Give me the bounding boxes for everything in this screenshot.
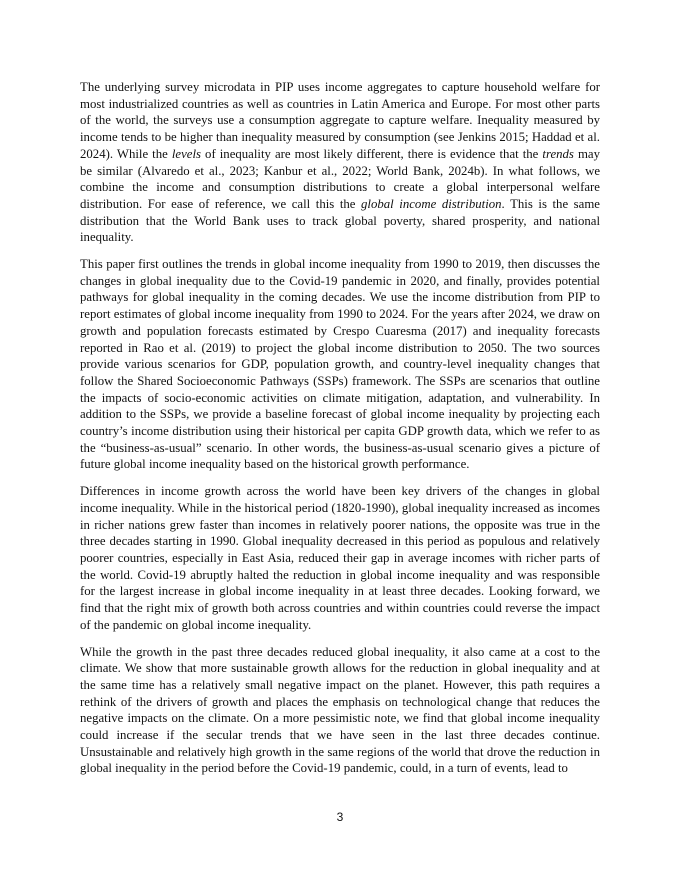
paragraph-2 <box>80 256 600 473</box>
paragraph-4 <box>80 644 600 778</box>
page-number: 3 <box>336 810 344 824</box>
p4-text: While the growth in the past three decades reduced global inequality, it also came at a cost to the climate. We show that more sustainable growth allows for the reduction in global inequality and at the same time has a relatively small negative impact on the planet. However, this path requires a rethink of the drivers of growth and places the emphasis on technological change that reduces the negative impacts on the climate. On a more pessimistic note, we find that global income inequality could increase if the secular trends that we have seen in the last three decades continue. Unsustainable and relatively high growth in the same regions of the world that drove the reduction in global inequality in the period before the Covid-19 pandemic, could, in a turn of events, lead to <box>80 644 600 776</box>
p1-text-4: . This is the same distribution that the World Bank uses to track global poverty, shared prosperity, and national inequality. <box>80 196 600 245</box>
body-text <box>80 79 600 787</box>
p1-italic-global-income-distribution: global income distribution <box>361 196 502 211</box>
p1-italic-levels: levels <box>171 146 201 161</box>
paragraph-3 <box>80 483 600 633</box>
paragraph-1 <box>80 79 600 246</box>
p1-text-3: may be similar (Alvaredo et al., 2023; Kanbur et al., 2022; World Bank, 2024b). In what follows, we combine the income and consumption distributions to create a global interpersonal welfare distribution. For ease of reference, we call this the <box>80 146 600 211</box>
p3-text: Differences in income growth across the world have been key drivers of the changes in global income inequality. While in the historical period (1820-1990), global inequality increased as incomes in richer nations grew faster than incomes in relatively poorer nations, the opposite was true in the three decades starting in 1990. Global inequality decreased in this period as populous and relatively poorer countries, especially in East Asia, reduced their gap in average incomes with richer parts of the world. Covid-19 abruptly halted the reduction in global income inequality and was responsible for the largest increase in global income inequality in at least three decades. Looking forward, we find that the right mix of growth both across countries and within countries could reverse the impact of the pandemic on global income inequality. <box>80 484 600 632</box>
p1-text-2: of inequality are most likely different, there is evidence that the <box>201 146 543 161</box>
p2-text: This paper first outlines the trends in global income inequality from 1990 to 2019, then discusses the changes in global inequality due to the Covid-19 pandemic in 2020, and finally, provides potential pathways for global inequality in the coming decades. We use the income distribution from PIP to report estimates of global income inequality from 1990 to 2024. For the years after 2024, we draw on growth and population forecasts estimated by Crespo Cuaresma (2017) and inequality forecasts reported in Rao et al. (2019) to project the global income distribution to 2050. The two sources provide various scenarios for GDP, population growth, and country-level inequality changes that follow the Shared Socioeconomic Pathways (SSPs) framework. The SSPs are scenarios that outline the impacts of socio-economic activities on climate mitigation, adaptation, and vulnerability. In addition to the SSPs, we provide a baseline forecast of global income inequality by projecting each country’s income distribution using their historical per capita GDP growth data, which we refer to as the “business-as-usual” scenario. In other words, the business-as-usual scenario gives a picture of future global income inequality based on the historical growth performance. <box>80 257 600 472</box>
p1-text-1: The underlying survey microdata in PIP uses income aggregates to capture household welfare for most industrialized countries as well as countries in Latin America and Europe. For most other parts of the world, the surveys use a consumption aggregate to capture welfare. Inequality measured by income tends to be higher than inequality measured by consumption (see Jenkins 2015; Haddad et al. 2024). While the <box>80 80 600 161</box>
p1-italic-trends: trends <box>542 146 574 161</box>
